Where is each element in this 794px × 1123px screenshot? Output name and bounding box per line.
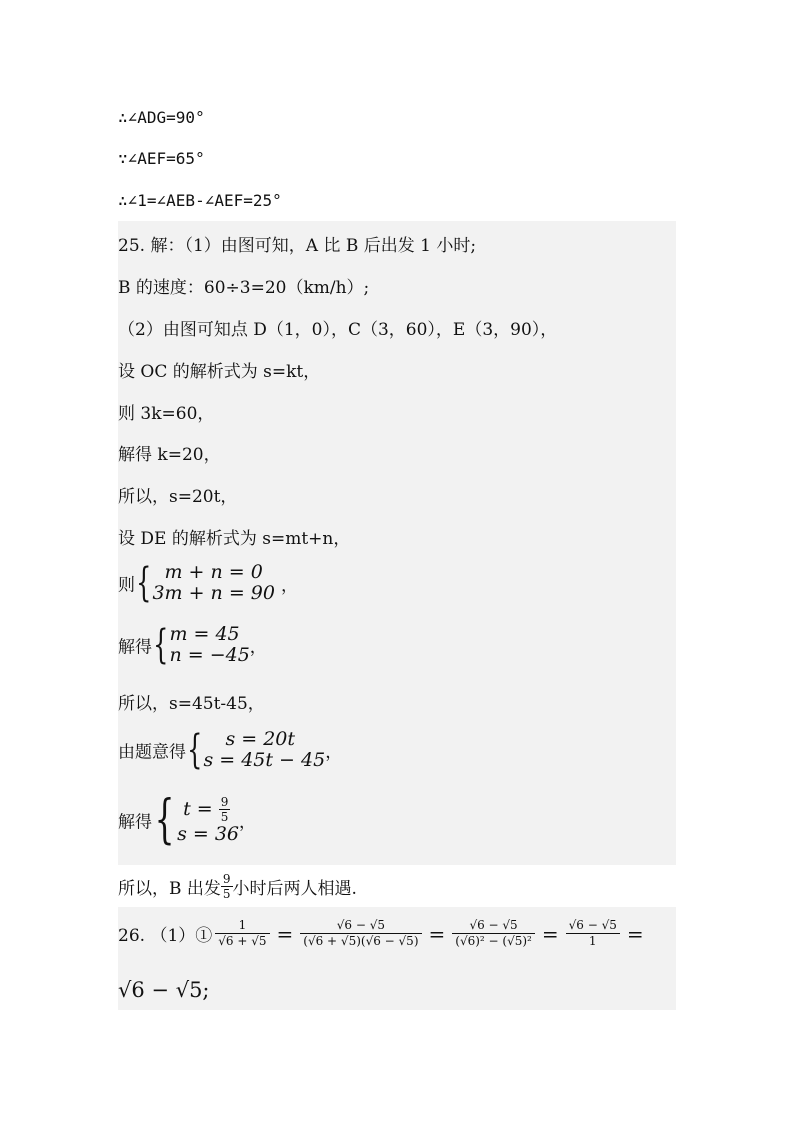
fraction-1-over-sum: $\frac{1}{√6 + √5}$	[215, 918, 269, 949]
fraction-multiply-conjugate: $\frac{√6 - √5}{(√6 + √5)(√6 - √5)}$	[300, 918, 421, 949]
q25-heading: 25. 解：（1）由图可知，A 比 B 后出发 1 小时;	[118, 236, 477, 256]
q25-system-3: 由题意得{ s = 20t s = 45t − 45 ，	[118, 727, 343, 773]
line-angle-adg: ∴∠ADG=90°	[118, 108, 205, 127]
q25-oc-expression: 设 OC 的解析式为 s=kt，	[118, 362, 321, 382]
system-3-eq-a: s = 20t	[225, 728, 296, 750]
fraction-9-5-hours: $\frac{9}{5}$	[222, 872, 231, 901]
fraction-9-5: $\frac{9}{5}$	[220, 795, 229, 824]
system-2-eq-a: m = 45	[169, 623, 240, 645]
fraction-difference-squares: $\frac{√6 - √5}{\text{(√6)² − (√5)²}}$	[452, 918, 535, 949]
q25-s-20t: 所以，s=20t，	[118, 487, 238, 507]
fraction-over-one: $\frac{√6 - √5}{1}$	[566, 918, 620, 949]
q25-speed: B 的速度：60÷3=20（km/h）;	[118, 278, 370, 298]
system-2-eq-b: n = −45	[169, 644, 250, 666]
system-3-eq-b: s = 45t − 45	[203, 749, 326, 771]
q25-s-45t: 所以，s=45t-45，	[118, 694, 265, 714]
line-angle-aef: ∵∠AEF=65°	[118, 149, 205, 168]
q26-result: √6 − √5;	[118, 978, 210, 1002]
q25-de-expression: 设 DE 的解析式为 s=mt+n，	[118, 529, 351, 549]
q25-system-2: 解得{ m = 45 n = −45 ，	[118, 622, 267, 668]
q25-system-4: 解得{ t = $\frac{9}{5}$ s = 36 ，	[118, 790, 257, 850]
q25-conclusion: 所以，B 出发 $\frac{9}{5}$ 小时后两人相遇.	[118, 872, 357, 901]
system-1-eq-a: m + n = 0	[164, 561, 263, 583]
system-1-eq-b: 3m + n = 90	[152, 582, 275, 604]
system-4-eq-t: t = $\frac{9}{5}$	[183, 795, 229, 824]
q26-rationalize: 26. （1）① $\frac{1}{√6 + √5}$ = $\frac{√6 - √5}{(√6 + √5)(√6 - √5)}$ = $\frac{√6 - √5}{\text{(√6)² − (√5)²}}$ = $\frac{√6 - √5}{1}$ =	[118, 918, 644, 948]
q25-points: （2）由图可知点 D（1，0），C（3，60），E（3，90），	[118, 320, 558, 340]
q25-solve-k: 解得 k=20，	[118, 445, 221, 465]
system-4-eq-s: s = 36	[177, 823, 240, 845]
line-angle-1: ∴∠1=∠AEB-∠AEF=25°	[118, 191, 282, 210]
q25-system-1: 则{ m + n = 0 3m + n = 90 ，	[118, 560, 298, 606]
q25-equation-k: 则 3k=60，	[118, 404, 215, 424]
